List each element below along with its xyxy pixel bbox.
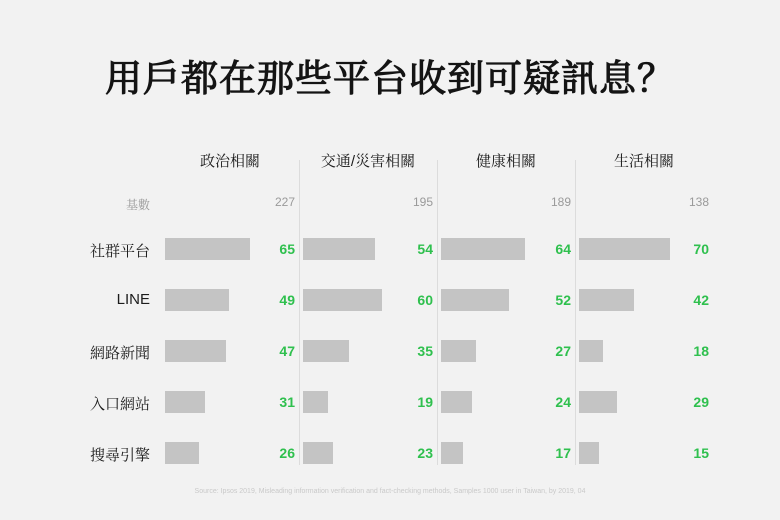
bar-s3-r3 xyxy=(579,391,617,413)
base-value-1: 195 xyxy=(412,195,433,209)
column-divider-3 xyxy=(575,160,576,465)
bar-s1-r4 xyxy=(303,442,333,464)
bar-s3-r0 xyxy=(579,238,670,260)
bar-s2-r3 xyxy=(441,391,472,413)
bar-value-s2-r3: 24 xyxy=(555,394,571,410)
bar-s2-r0 xyxy=(441,238,525,260)
bar-value-s0-r2: 47 xyxy=(279,343,295,359)
base-row-label: 基數 xyxy=(125,198,150,212)
column-header-3: 生活相關 xyxy=(613,153,674,170)
column-header-2: 健康相關 xyxy=(475,153,536,170)
bar-s2-r1 xyxy=(441,289,509,311)
column-header-1: 交通/災害相關 xyxy=(320,153,416,170)
base-value-3: 138 xyxy=(688,195,709,209)
bar-value-s1-r4: 23 xyxy=(417,445,433,461)
column-header-0: 政治相關 xyxy=(199,153,260,170)
bar-s3-r2 xyxy=(579,340,603,362)
row-label-3: 入口網站 xyxy=(89,396,150,413)
bar-value-s3-r4: 15 xyxy=(693,445,709,461)
bar-s1-r0 xyxy=(303,238,375,260)
row-label-0: 社群平台 xyxy=(89,243,150,260)
bar-s0-r3 xyxy=(165,391,205,413)
column-divider-1 xyxy=(299,160,300,465)
bar-s0-r0 xyxy=(165,238,250,260)
bar-value-s0-r3: 31 xyxy=(279,394,295,410)
bar-value-s0-r4: 26 xyxy=(279,445,295,461)
bar-value-s3-r2: 18 xyxy=(693,343,709,359)
bar-s0-r2 xyxy=(165,340,226,362)
bar-s1-r3 xyxy=(303,391,328,413)
bar-s3-r1 xyxy=(579,289,634,311)
bar-value-s0-r1: 49 xyxy=(279,292,295,308)
base-value-2: 189 xyxy=(550,195,571,209)
row-label-2: 網路新聞 xyxy=(89,345,150,362)
bar-s2-r2 xyxy=(441,340,476,362)
bar-value-s0-r0: 65 xyxy=(279,241,295,257)
base-value-0: 227 xyxy=(274,195,295,209)
bar-value-s2-r1: 52 xyxy=(555,292,571,308)
row-label-4: 搜尋引擎 xyxy=(89,447,150,464)
column-divider-2 xyxy=(437,160,438,465)
bar-s3-r4 xyxy=(579,442,599,464)
bar-value-s2-r4: 17 xyxy=(555,445,571,461)
bar-value-s3-r3: 29 xyxy=(693,394,709,410)
page-title: 用戶都在那些平台收到可疑訊息？ xyxy=(105,58,675,99)
row-label-1: LINE xyxy=(116,291,150,308)
bar-value-s3-r1: 42 xyxy=(693,292,709,308)
bar-s1-r2 xyxy=(303,340,349,362)
bar-value-s1-r0: 54 xyxy=(417,241,433,257)
bar-s0-r4 xyxy=(165,442,199,464)
bar-value-s2-r2: 27 xyxy=(555,343,571,359)
source-footnote: Source: Ipsos 2019, Misleading information verification and fact-checking methods, Samples 1000 user in Taiwan, by 2019, 04 xyxy=(194,488,586,495)
bar-s2-r4 xyxy=(441,442,463,464)
bar-s0-r1 xyxy=(165,289,229,311)
bar-value-s1-r1: 60 xyxy=(417,292,433,308)
bar-value-s1-r2: 35 xyxy=(417,343,433,359)
bar-value-s2-r0: 64 xyxy=(555,241,571,257)
bar-value-s1-r3: 19 xyxy=(417,394,433,410)
bar-chart xyxy=(60,140,725,470)
bar-value-s3-r0: 70 xyxy=(693,241,709,257)
bar-s1-r1 xyxy=(303,289,382,311)
